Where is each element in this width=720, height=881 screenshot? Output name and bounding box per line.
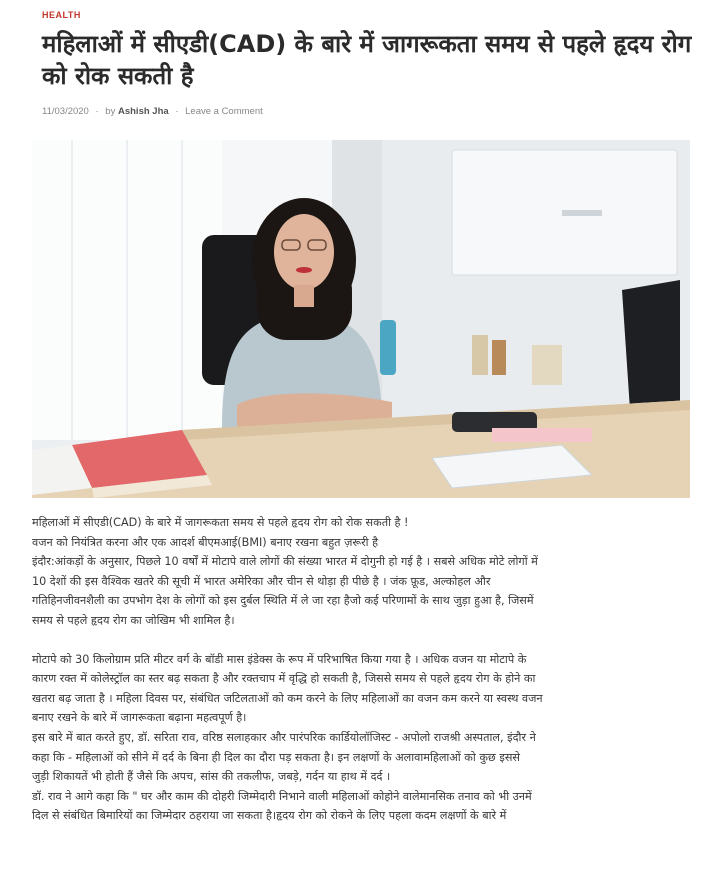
body-line: मोटापे को 30 किलोग्राम प्रति मीटर वर्ग के बॉडी मास इंडेक्स के रूप में परिभाषित किया गया है । अधिक वजन या मोटापे के [32, 652, 527, 666]
article-meta [42, 106, 263, 117]
article-body [32, 513, 692, 826]
body-line: कहा कि - महिलाओं को सीने में दर्द के बिना ही दिल का दौरा पड़ सकता है। इन लक्षणों के अलावामहिलाओं को कुछ इससे [32, 750, 520, 764]
body-line: महिलाओं में सीएडी(CAD) के बारे में जागरूकता समय से पहले हृदय रोग को रोक सकती है ! [32, 516, 409, 529]
body-line: इस बारे में बात करते हुए, डॉ. सरिता राव, वरिष्ठ सलाहकार और पारंपरिक कार्डियोलॉजिस्ट - अपोलो राजश्री अस्पताल, इंदौर ने [32, 730, 536, 744]
body-line: दिल से संबंधित बिमारियों का जिम्मेदार ठहराया जा सकता है।हृदय रोग को रोकने के लिए पहला कदम लक्षणों के बारे में [32, 809, 507, 823]
leave-comment-link[interactable]: Leave a Comment [185, 106, 263, 117]
body-line: समय से पहले हृदय रोग का जोखिम भी शामिल है। [32, 613, 235, 627]
body-line: इंदौर:आंकड़ों के अनुसार, पिछले 10 वर्षों में मोटापे वाले लोगों की संख्या भारत में दोगुनी हो गई है । सबसे अधिक मोटे लोगों में [32, 555, 538, 569]
featured-image [32, 140, 690, 498]
body-line: बनाए रखने के बारे में जागरूकता बढ़ाना महत्वपूर्ण है। [32, 711, 247, 725]
body-line: गतिहिनजीवनशैली का उपभोग देश के लोगों को इस दुर्बल स्थिति में ले जा रहा हैजो कई परिणामों के साथ जुड़ा हुआ है, जिसमें [32, 594, 534, 608]
body-line: वजन को नियंत्रित करना और एक आदर्श बीएमआई(BMI) बनाए रखना बहुत ज़रूरी है [32, 535, 379, 549]
post-date[interactable]: 11/03/2020 [42, 106, 89, 117]
category-label[interactable]: HEALTH [42, 10, 81, 20]
body-line: कारण रक्त में कोलेस्ट्रॉल का स्तर बढ़ सकता है और रक्तचाप में वृद्धि हो सकती है, जिससे समय से पहले हृदय रोग के होने का [32, 672, 536, 686]
author-link[interactable]: Ashish Jha [117, 106, 169, 117]
body-line: खतरा बढ़ जाता है । महिला दिवस पर, संबंधित जटिलताओं को कम करने के लिए महिलाओं का वजन कम करने या स्वस्थ वजन [32, 691, 543, 705]
article-title: महिलाओं में सीएडी(CAD) के बारे में जागरूकता समय से पहले हृदय रोग को रोक सकती है [42, 30, 692, 90]
meta-separator: · [175, 106, 179, 117]
paragraph-gap [32, 631, 692, 650]
body-line: 10 देशों की इस वैश्विक खतरे की सूची में भारत अमेरिका और चीन से थोड़ा ही पीछे है । जंक फ़ूड, अल्कोहल और [32, 574, 491, 588]
by-label: by [105, 106, 116, 117]
body-line: जुड़ी शिकायतें भी होती हैं जैसे कि अपच, सांस की तकलीफ, जबड़े, गर्दन या हाथ में दर्द । [32, 770, 391, 784]
meta-separator: · [95, 106, 99, 117]
body-line: डॉ. राव ने आगे कहा कि " घर और काम की दोहरी जिम्मेदारी निभाने वाली महिलाओं कोहोने वालेमानसिक तनाव को भी उनमें [32, 789, 532, 803]
bottom-fade [0, 867, 720, 881]
